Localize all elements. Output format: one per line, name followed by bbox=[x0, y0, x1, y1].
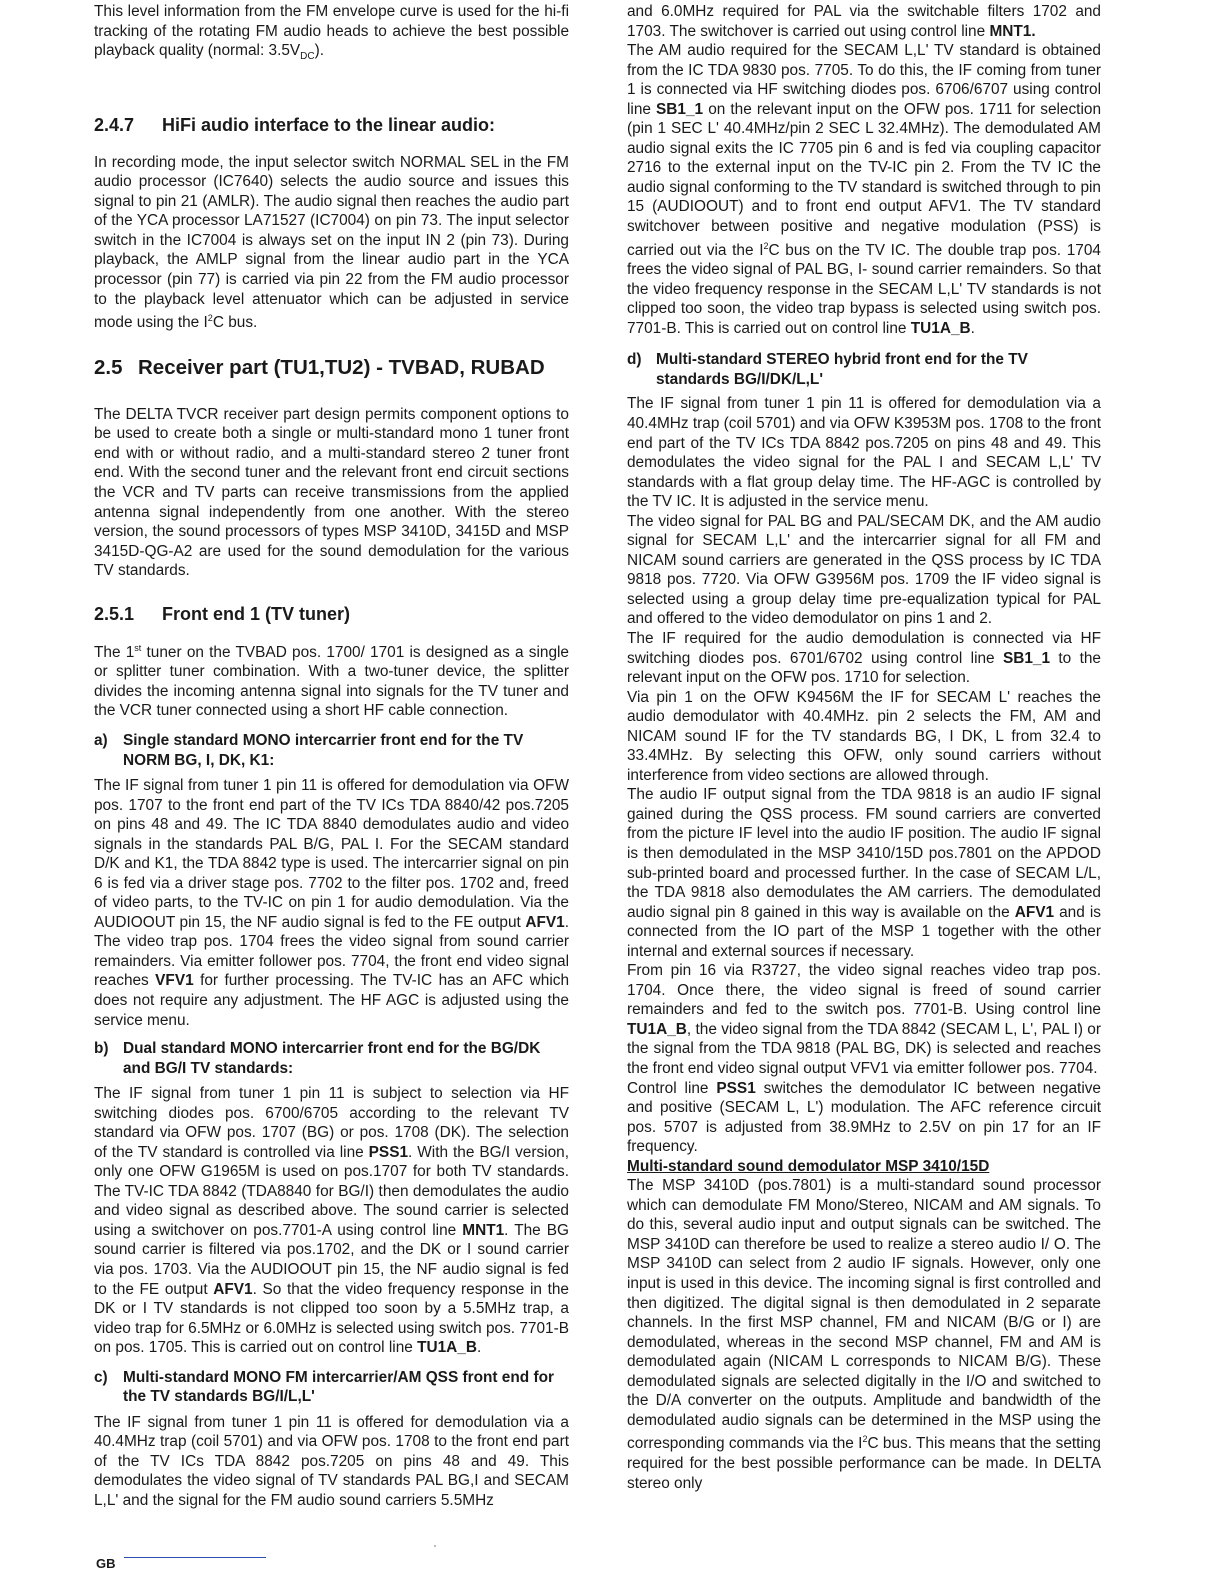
msp-heading: Multi-standard sound demodulator MSP 3410/15D bbox=[627, 1157, 990, 1175]
subsection-a-heading: a) Single standard MONO intercarrier front end for the TV NORM BG, I, DK, K1: bbox=[94, 732, 524, 769]
subsection-b-heading: b) Dual standard MONO intercarrier front end for the BG/DK and BG/I TV standards: bbox=[94, 1040, 541, 1077]
subsection-d-heading: d) Multi-standard STEREO hybrid front end for the TV standards BG/I/DK/L,L' bbox=[627, 351, 1028, 388]
subsection-a-paragraph: The IF signal from tuner 1 pin 11 is offered for demodulation via OFW pos. 1707 to the front end part of the TV ICs TDA 8840/42 pos.7205 on pins 48 and 49. The IC TDA 8840 demodulates audio and video signals in the standards PAL B/G, PAL I. For the SECAM standard D/K and K1, the TDA 8842 type is used. The intercarrier signal on pin 6 is fed via a driver stage pos. 7702 to the filter pos. 1702 and, freed of video parts, to the TV-IC on pin 1 for audio demodulation. Via the AUDIOOUT pin 15, the NF audio signal is fed to the FE output AFV1. The video trap pos. 1704 frees the video signal from sound carrier remainders. Via emitter follower pos. 7704, the front end video signal reaches VFV1 for further processing. The TV-IC has an AFC which does not require any adjustment. The HF AGC is adjusted using the service menu. bbox=[94, 777, 570, 1029]
subsection-c-heading: c) Multi-standard MONO FM intercarrier/AM QSS front end for the TV standards BG/I/L,L' bbox=[94, 1368, 554, 1406]
subsection-d-paragraph-1: The IF signal from tuner 1 pin 11 is offered for demodulation via a 40.4MHz trap (coil 5701) and via OFW K3953M pos. 1708 to the front end part of the TV ICs TDA 8842 pos.7205 on pins 48 and 49. This demodulates the video signal for the PAL I and SECAM L,L' TV standards with a flat group delay time. The HF-AGC is controlled by the TV IC. It is adjusted in the service menu. bbox=[627, 395, 1101, 511]
msp-paragraph: The MSP 3410D (pos.7801) is a multi-standard sound processor which can demodulate FM Mono/Stereo, NICAM and AM signals. To do this, several audio input and output signals can be switched. The MSP 3410D can therefore be used to realize a stereo audio I/ O. The MSP 3410D can select from 2 audio IF signals. However, only one input is used in this device. The incoming signal is first controlled and then digitized. The digital signal is then demodulated in 2 separate channels. In the first MSP channel, FM and NICAM (B/G or I) are demodulated, whereas in the second MSP channel, FM and AM is demodulated again (NICAM L corresponds to NICAM B/G). These demodulated signals are selected digitally in the I/O and switched to the D/A converter on the outputs. Amplitude and bandwidth of the demodulated audio signals can be determined in the MSP using the corresponding commands via the $I^2C$ bus. This means that the setting required for the best possible performance can be made. In DELTA stereo only bbox=[627, 1177, 1101, 1492]
am-audio-paragraph: The AM audio required for the SECAM L,L' TV standard is obtained from the IC TDA 9830 pos. 7705. To do this, the IF coming from tuner 1 is connected via HF switching diodes pos. 6706/6707 using control line SB1_1 on the relevant input on the OFW pos. 1711 for selection (pin 1 SEC L' 40.4MHz/pin 2 SEC L 32.4MHz). The demodulated AM audio signal exits the IC 7705 pin 6 and is fed via coupling capacitor 2716 to the external input on the TV-IC pin 2. From the TV IC the audio signal conforming to the TV standard is switched through to pin 15 (AUDIOOUT) and to front end output AFV1. The TV standard switchover between positive and negative modulation (PSS) is carried out via the $I^2C$ bus on the TV IC. The double trap pos. 1704 frees the video signal of PAL BG, I- sound carrier remainders. So that the video frequency response in the SECAM L,L' TV standards is not clipped too soon, the video trap bypass is selected using switch pos. 7701-B. This is carried out on control line TU1A_B. bbox=[627, 42, 1101, 337]
left-column bbox=[94, 2, 569, 1511]
footer-rule bbox=[124, 1557, 266, 1558]
subsection-d-paragraph-7: Control line PSS1 switches the demodulator IC between negative and positive (SECAM L, L') modulation. The AFC reference circuit pos. 5707 is adjusted from 38.9MHz to 2.5V on pin 17 for an IF frequency. bbox=[627, 1079, 1101, 1156]
section-2-5-1-paragraph: The 1st tuner on the TVBAD pos. 1700/ 1701 is designed as a single or splitter tuner combination. With a two-tuner device, the splitter divides the incoming antenna signal into signals for the TV tuner and the VCR tuner connected using a short HF cable connection. bbox=[94, 642, 569, 720]
right-column bbox=[627, 2, 1101, 1493]
section-2-5-heading: 2.5 Receiver part (TU1,TU2) - TVBAD, RUBAD bbox=[94, 355, 545, 379]
subsection-d-paragraph-4: Via pin 1 on the OFW K9456M the IF for SECAM L' reaches the audio demodulator with 40.4MHz. pin 2 selects the FM, AM and NICAM sound IF for the TV standards BG, I DK, L from 32.4 to 33.4MHz. By selecting this OFW, only sound carriers without interference from video sections are allowed through. bbox=[627, 688, 1101, 784]
scan-speck bbox=[434, 1545, 436, 1547]
subsection-d-paragraph-5: The audio IF output signal from the TDA 9818 is an audio IF signal gained during the QSS process. FM sound carriers are converted from the picture IF level into the audio IF position. The audio IF signal is then demodulated in the MSP 3410/15D pos.7801 on the APDOD sub-printed board and processed further. In the case of SECAM L/L, the TDA 9818 also demodulates the AM carriers. The demodulated audio signal pin 8 gained in this way is available on the AFV1 and is connected from the IO part of the MSP 1 together with the other internal and external sources if necessary. bbox=[627, 786, 1101, 960]
subsection-d-paragraph-6: From pin 16 via R3727, the video signal reaches video trap pos. 1704. Once there, the video signal is freed of sound carrier remainders and fed to the switch pos. 7701-B. Using control line TU1A_B, the video signal from the TDA 8842 (SECAM L, L', PAL I) or the signal from the TDA 9818 (PAL BG, DK) is selected and reaches the front end video signal output VFV1 via emitter follower pos. 7704. bbox=[627, 962, 1101, 1078]
section-2-4-7-paragraph: In recording mode, the input selector switch NORMAL SEL in the FM audio processor (IC7640) selects the audio source and issues this signal to pin 21 (AMLR). The audio signal then reaches the audio part of the YCA processor LA71527 (IC7004) on pin 73. The input selector switch in the IC7004 is always set on the input IN 2 (pin 73). During playback, the AMLP signal from the linear audio part in the YCA processor (pin 77) is carried via pin 22 from the FM audio processor to the playback level attenuator which can be adjusted in service mode using the $I^2C$ bus. bbox=[94, 153, 569, 332]
subsection-d-paragraph-2: The video signal for PAL BG and PAL/SECAM DK, and the AM audio signal for SECAM L,L' and the intercarrier signal for all FM and NICAM sound carriers are generated in the QSS process by IC TDA 9818 pos. 7720. Via OFW G3956M pos. 1709 the IF video signal is selected using a group delay time pre-equalization typical for PAL and offered to the video demodulator on pins 1 and 2. bbox=[627, 512, 1101, 628]
continued-paragraph: and 6.0MHz required for PAL via the switchable filters 1702 and 1703. The switchover is carried out using control line MNT1. bbox=[627, 3, 1101, 40]
subsection-c-paragraph: The IF signal from tuner 1 pin 11 is offered for demodulation via a 40.4MHz trap (coil 5701) and via OFW pos. 1708 to the front end part of the TV ICs TDA 8842 pos.7205 on pins 48 and 49. This demodulates the video signal of TV standards PAL BG,I and SECAM L,L' and the signal for the FM audio sound carriers 5.5MHz bbox=[94, 1413, 569, 1509]
section-2-5-paragraph: The DELTA TVCR receiver part design permits component options to be used to create both a single or multi-standard mono 1 tuner front end with or without radio, and a multi-standard stereo 2 tuner front end. With the second tuner and the relevant front end circuit sections the VCR and TV parts can receive transmissions from the applied antenna signal independently from one another. With the stereo version, the sound processors of types MSP 3410D, 3415D and MSP 3415D-QG-A2 are used for the sound demodulation for the various TV standards. bbox=[94, 405, 569, 580]
section-2-5-1-heading: 2.5.1 Front end 1 (TV tuner) bbox=[94, 603, 350, 624]
intro-paragraph: This level information from the FM envelope curve is used for the hi-fi tracking of the rotating FM audio heads to achieve the best possible playback quality (normal: $3.5V_{DC}$). bbox=[94, 3, 569, 63]
section-2-4-7-heading: 2.4.7 HiFi audio interface to the linear audio: bbox=[94, 114, 496, 135]
subsection-b-paragraph: The IF signal from tuner 1 pin 11 is subject to selection via HF switching diodes pos. 6700/6705 according to the relevant TV standard via OFW pos. 1707 (BG) or pos. 1708 (DK). The selection of the TV standard is controlled via line PSS1. With the BG/I version, only one OFW G1965M is used on pos.1707 for both TV standards. The TV-IC TDA 8842 (TDA8840 for BG/I) then demodulates the audio and video signal as described above. The sound carrier is selected using a switchover on pos.7701-A using control line MNT1. The BG sound carrier is filtered via pos.1702, and the DK or I sound carrier via pos. 1703. Via the AUDIOOUT pin 15, the NF audio signal is fed to the FE output AFV1. So that the video frequency response in the DK or I TV standards is not clipped too soon by a 5.5MHz trap, a video trap for 6.5MHz or 6.0MHz is selected using switch pos. 7701-B on pos. 1705. This is carried out on control line TU1A_B. bbox=[94, 1085, 569, 1357]
footer-language-label: GB bbox=[96, 1556, 116, 1571]
subsection-d-paragraph-3: The IF required for the audio demodulation is connected via HF switching diodes pos. 6701/6702 using control line SB1_1 to the relevant input on the OFW pos. 1710 for selection. bbox=[627, 629, 1101, 687]
